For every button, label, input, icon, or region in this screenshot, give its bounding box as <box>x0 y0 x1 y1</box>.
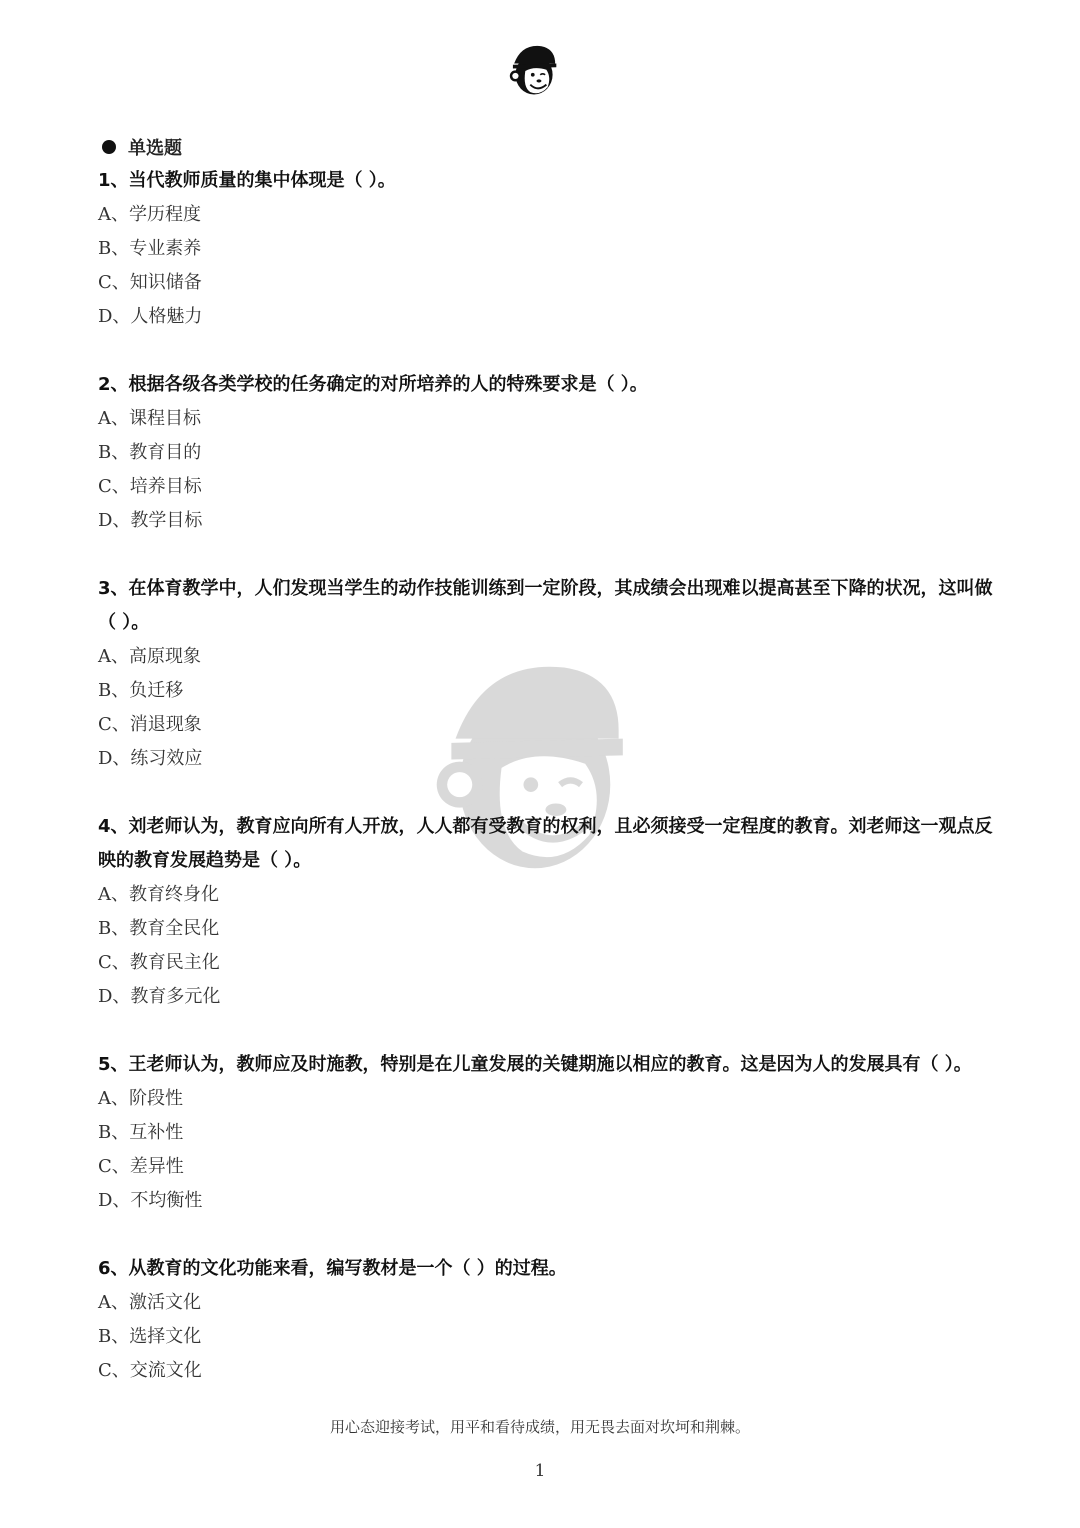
option-a: A、激活文化 <box>98 1292 201 1313</box>
question-item <box>98 368 998 538</box>
option-d: D、不均衡性 <box>98 1190 203 1211</box>
question-stem: 1、当代教师质量的集中体现是（ ）。 <box>98 170 396 191</box>
option-b: B、专业素养 <box>98 238 202 259</box>
section-heading <box>98 130 998 164</box>
question-item <box>98 164 998 334</box>
question-stem: 3、在体育教学中，人们发现当学生的动作技能训练到一定阶段，其成绩会出现难以提高甚至下降的状况，这叫做（ ）。 <box>98 578 993 633</box>
option-a: A、阶段性 <box>98 1088 183 1109</box>
option-c: C、差异性 <box>98 1156 184 1177</box>
option-b: B、教育全民化 <box>98 918 220 939</box>
question-stem: 2、根据各级各类学校的任务确定的对所培养的人的特殊要求是（ ）。 <box>98 374 648 395</box>
option-c: C、交流文化 <box>98 1360 202 1381</box>
question-content <box>98 130 998 1422</box>
section-title: 单选题 <box>128 138 182 159</box>
question-stem: 6、从教育的文化功能来看，编写教材是一个（ ）的过程。 <box>98 1258 567 1279</box>
option-b: B、负迁移 <box>98 680 184 701</box>
page-number: 1 <box>534 1461 546 1481</box>
option-d: D、练习效应 <box>98 748 203 769</box>
option-c: C、知识储备 <box>98 272 202 293</box>
option-a: A、教育终身化 <box>98 884 219 905</box>
question-stem: 4、刘老师认为，教育应向所有人开放，人人都有受教育的权利，且必须接受一定程度的教育。刘老师这一观点反映的教育发展趋势是（ ）。 <box>98 816 993 871</box>
option-a: A、学历程度 <box>98 204 201 225</box>
question-item <box>98 810 998 1014</box>
monkey-mascot-icon <box>503 40 565 102</box>
option-b: B、互补性 <box>98 1122 184 1143</box>
footer-motto: 用心态迎接考试，用平和看待成绩，用无畏去面对坎坷和荆棘。 <box>329 1418 750 1436</box>
option-c: C、教育民主化 <box>98 952 220 973</box>
option-b: B、教育目的 <box>98 442 202 463</box>
option-c: C、培养目标 <box>98 476 202 497</box>
option-d: D、人格魅力 <box>98 306 203 327</box>
option-d: D、教学目标 <box>98 510 203 531</box>
option-a: A、课程目标 <box>98 408 201 429</box>
question-item <box>98 1252 998 1388</box>
option-b: B、选择文化 <box>98 1326 202 1347</box>
option-a: A、高原现象 <box>98 646 201 667</box>
question-stem: 5、王老师认为，教师应及时施教，特别是在儿童发展的关键期施以相应的教育。这是因为人的发展具有（ ）。 <box>98 1054 972 1075</box>
question-item <box>98 572 998 776</box>
option-d: D、教育多元化 <box>98 986 221 1007</box>
bullet-icon <box>102 140 116 154</box>
option-c: C、消退现象 <box>98 714 202 735</box>
question-item <box>98 1048 998 1218</box>
